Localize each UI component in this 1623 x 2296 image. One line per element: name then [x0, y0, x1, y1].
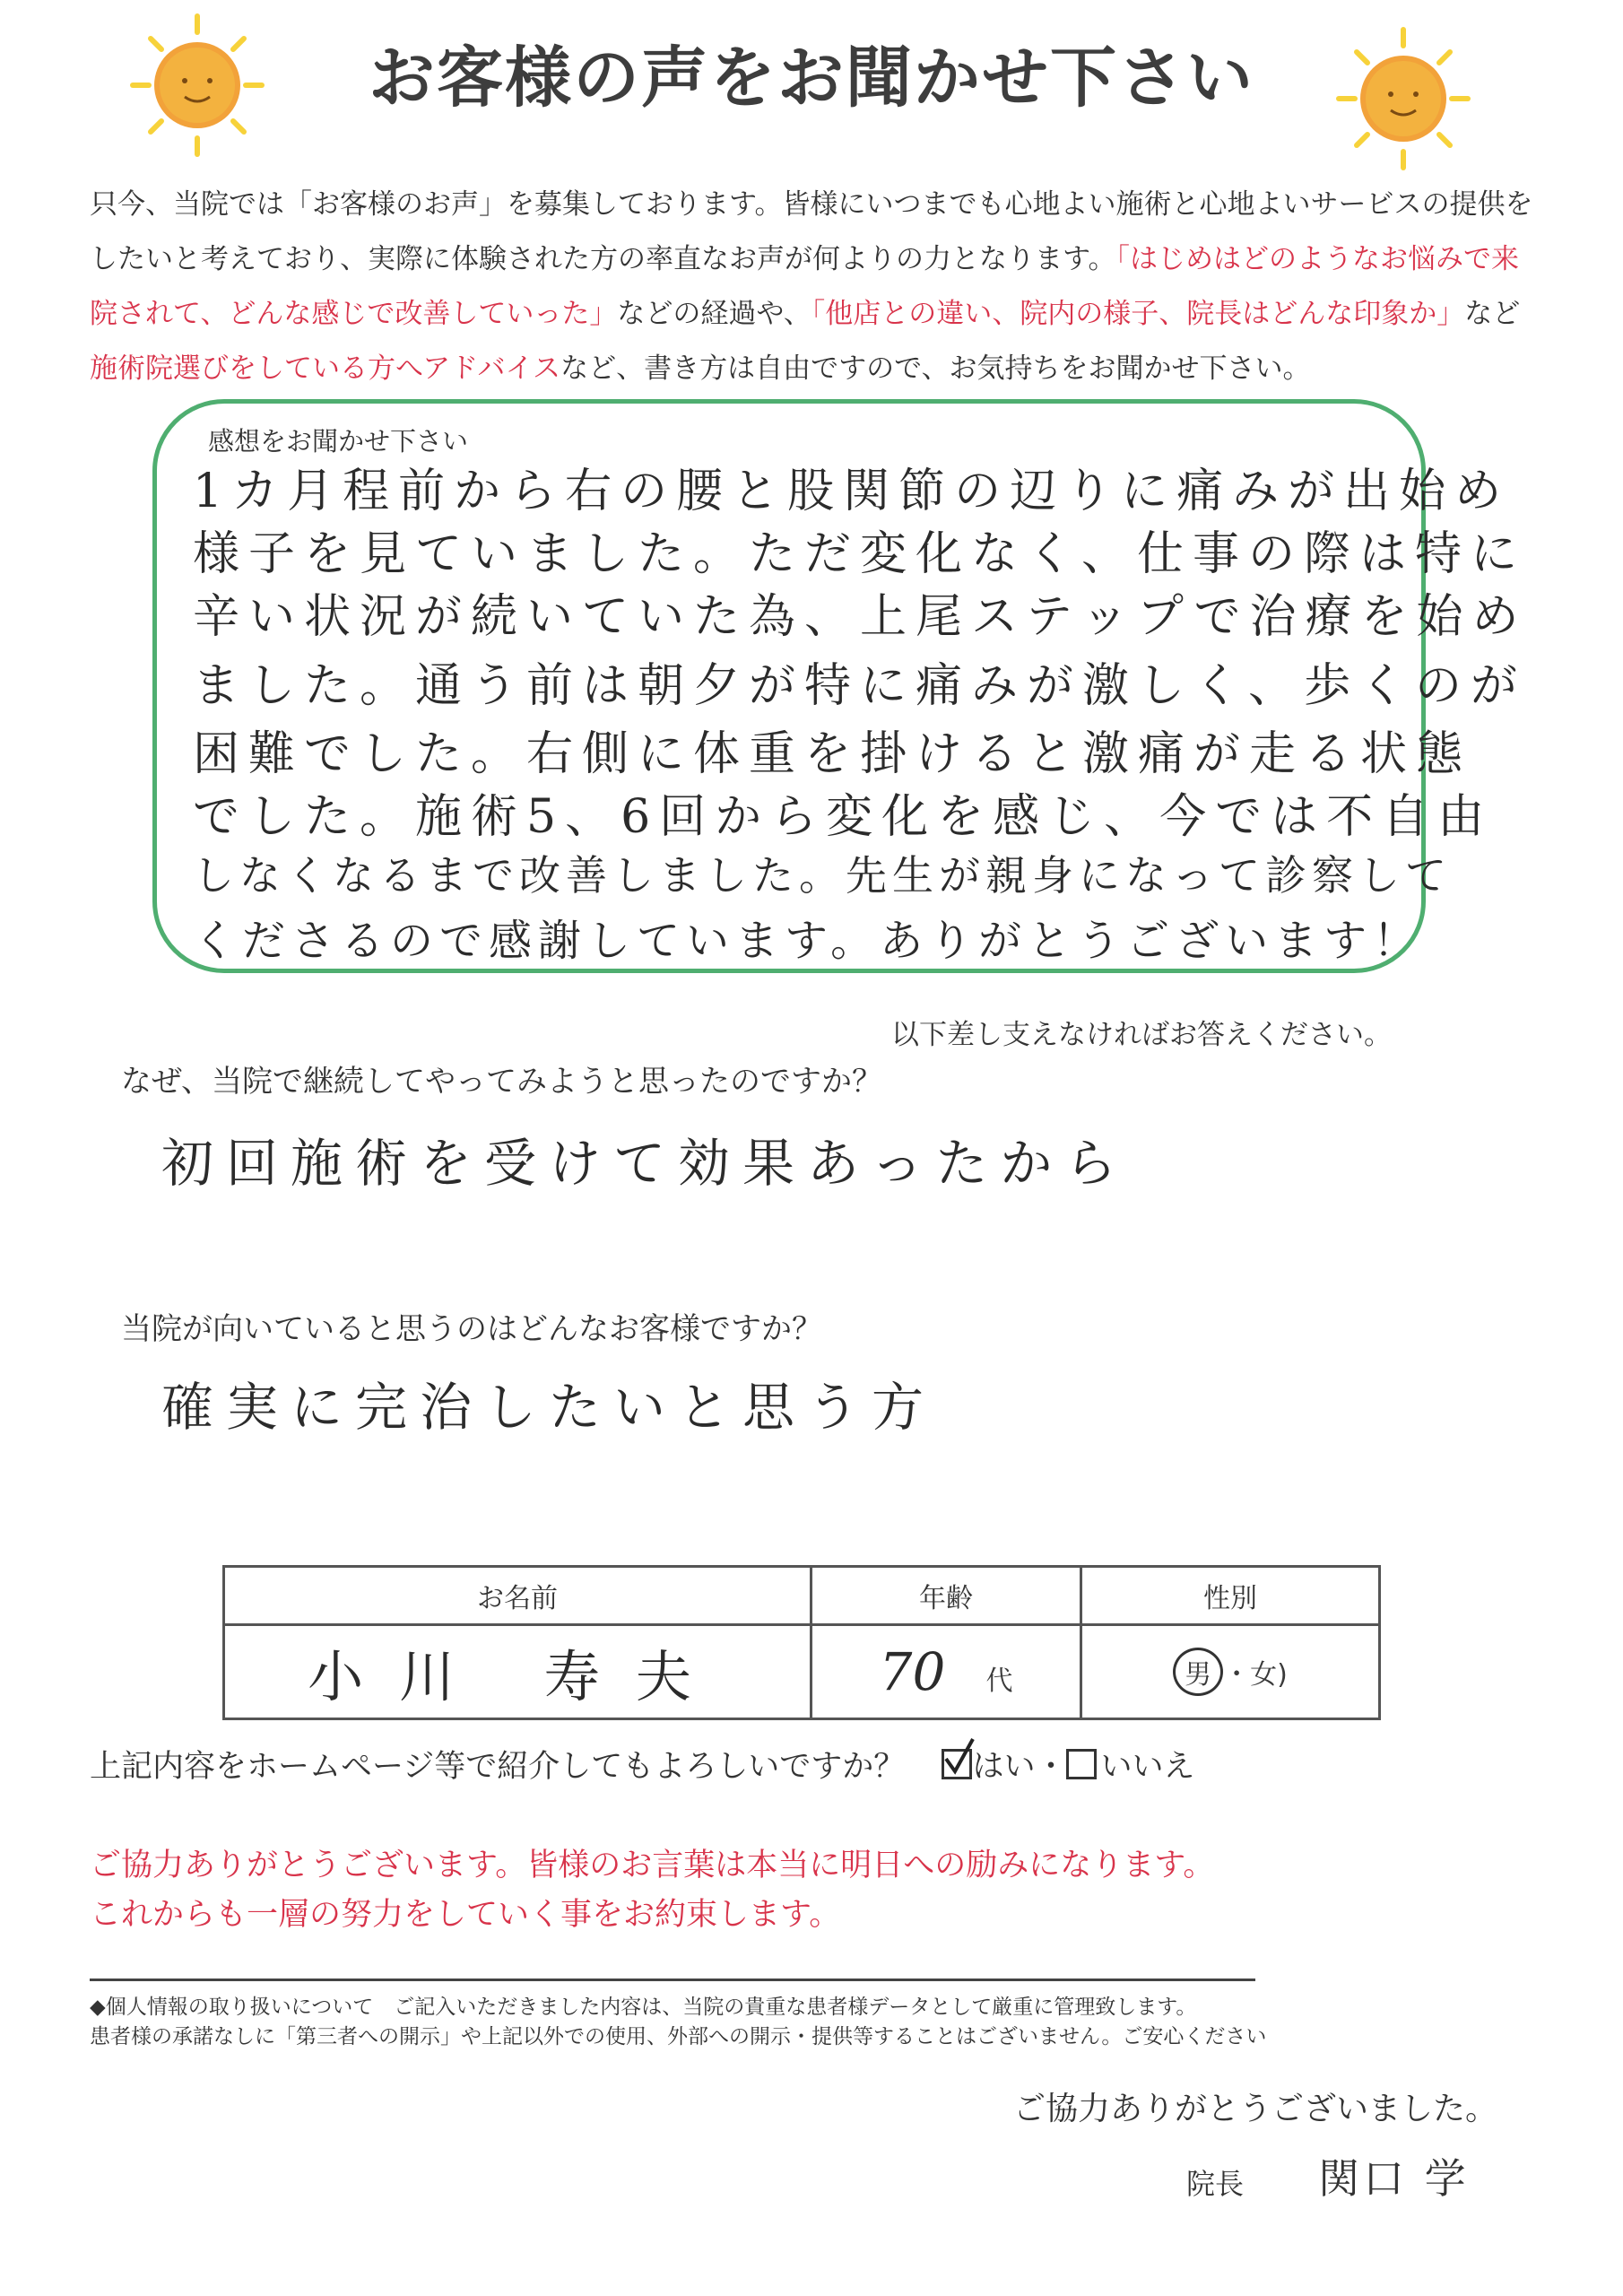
director-label: 院長 — [1186, 2167, 1245, 2201]
thanks-line-2: これからも一層の努力をしていく事をお約束します。 — [90, 1897, 841, 1933]
divider — [90, 1979, 1255, 1981]
feedback-line: くださるので感謝しています。ありがとうございます！ — [193, 916, 1423, 966]
name-cell — [224, 1625, 812, 1719]
intro-highlight-1: 「はじめはどのようなお悩みで来院されて、どんな感じで改善していった」 — [90, 243, 1520, 330]
answer-suitable-customer: 確実に完治したいと思う方 — [161, 1377, 937, 1438]
checkbox-checked-icon[interactable] — [942, 1749, 972, 1779]
answer-continue: 初回施術を受けて効果あったから — [161, 1133, 1130, 1194]
feedback-line: 辛い状況が続いていた為、上尾ステップで治療を始め — [193, 590, 1528, 644]
feedback-line: 様子を見ていました。ただ変化なく、仕事の際は特に — [193, 527, 1526, 581]
intro-text-1: 只今、当院では「お客様のお声」を募集しております。皆様にいつまでも心地よい施術と心地よいサービスの提供をしたいと考えており、実際に体験された方の率直なお声が何よりの力となります。 — [90, 188, 1533, 275]
age-header: 年齢 — [812, 1567, 1081, 1625]
name-header: お名前 — [224, 1567, 812, 1625]
intro-highlight-3: 施術院選びをしている方へアドバイス — [90, 352, 561, 385]
intro-text-2: などの経過や、 — [617, 298, 812, 330]
question-suitable-customer: 当院が向いていると思うのはどんなお客様ですか？ — [121, 1311, 822, 1347]
gender-separator: ・ — [1223, 1659, 1251, 1691]
director-name: 関口 学 — [1318, 2154, 1470, 2203]
closing-message: ご協力ありがとうございました。 — [1012, 2091, 1497, 2127]
intro-highlight-2: 「他店との違い、院内の様子、院長はどんな印象か」 — [811, 298, 1465, 330]
gender-cell — [1081, 1625, 1380, 1719]
consent-row — [90, 1742, 1195, 1787]
intro-paragraph — [90, 178, 1533, 396]
intro-text-3: など — [1464, 298, 1521, 330]
age-suffix: 代 — [985, 1665, 1013, 1697]
consent-no-label: いいえ — [1100, 1749, 1195, 1785]
customer-info-table — [222, 1565, 1381, 1720]
checkbox-empty-icon[interactable] — [1066, 1749, 1097, 1779]
name-value: 小川 寿夫 — [308, 1643, 727, 1709]
optional-note: 以下差し支えなければお答えください。 — [891, 1019, 1392, 1051]
feedback-line: 1カ月程前から右の腰と股関節の辺りに痛みが出始め — [193, 465, 1511, 518]
page-title: お客様の声をお聞かせ下さい — [369, 39, 1254, 117]
feedback-line: 困難でした。右側に体重を掛けると激痛が走る状態 — [193, 727, 1472, 781]
consent-separator: ・ — [1035, 1749, 1067, 1785]
consent-yes-label: はい — [972, 1749, 1036, 1785]
question-continue: なぜ、当院で継続してやってみようと思ったのですか？ — [121, 1064, 882, 1100]
feedback-line: でした。施術5、6回から変化を感じ、今では不自由 — [193, 790, 1494, 844]
thanks-message — [90, 1841, 1214, 1940]
privacy-notice — [90, 1993, 1266, 2052]
consent-question: 上記内容をホームページ等で紹介してもよろしいですか？ — [90, 1749, 906, 1785]
intro-text-4: など、書き方は自由ですので、お気持ちをお聞かせ下さい。 — [560, 352, 1311, 385]
age-cell — [812, 1625, 1081, 1719]
feedback-line: ました。通う前は朝夕が特に痛みが激しく、歩くのが — [193, 659, 1526, 713]
privacy-line-1: ◆個人情報の取り扱いについて ご記入いただきました内容は、当院の貴重な患者様データとして厳重に管理致します。 — [90, 1996, 1197, 2019]
thanks-line-1: ご協力ありがとうございます。皆様のお言葉は本当に明日への励みになります。 — [90, 1848, 1215, 1883]
gender-male-selected[interactable]: 男 — [1173, 1648, 1223, 1696]
gender-female[interactable]: 女) — [1250, 1659, 1288, 1691]
privacy-line-2: 患者様の承諾なしに「第三者への開示」や上記以外での使用、外部への開示・提供等することはございません。ご安心ください — [90, 2025, 1267, 2048]
age-value: 70 — [879, 1641, 946, 1702]
gender-header: 性別 — [1081, 1567, 1380, 1625]
feedback-label: 感想をお聞かせ下さい — [208, 426, 469, 457]
feedback-line: しなくなるまで改善しました。先生が親身になって診察して — [193, 851, 1452, 900]
